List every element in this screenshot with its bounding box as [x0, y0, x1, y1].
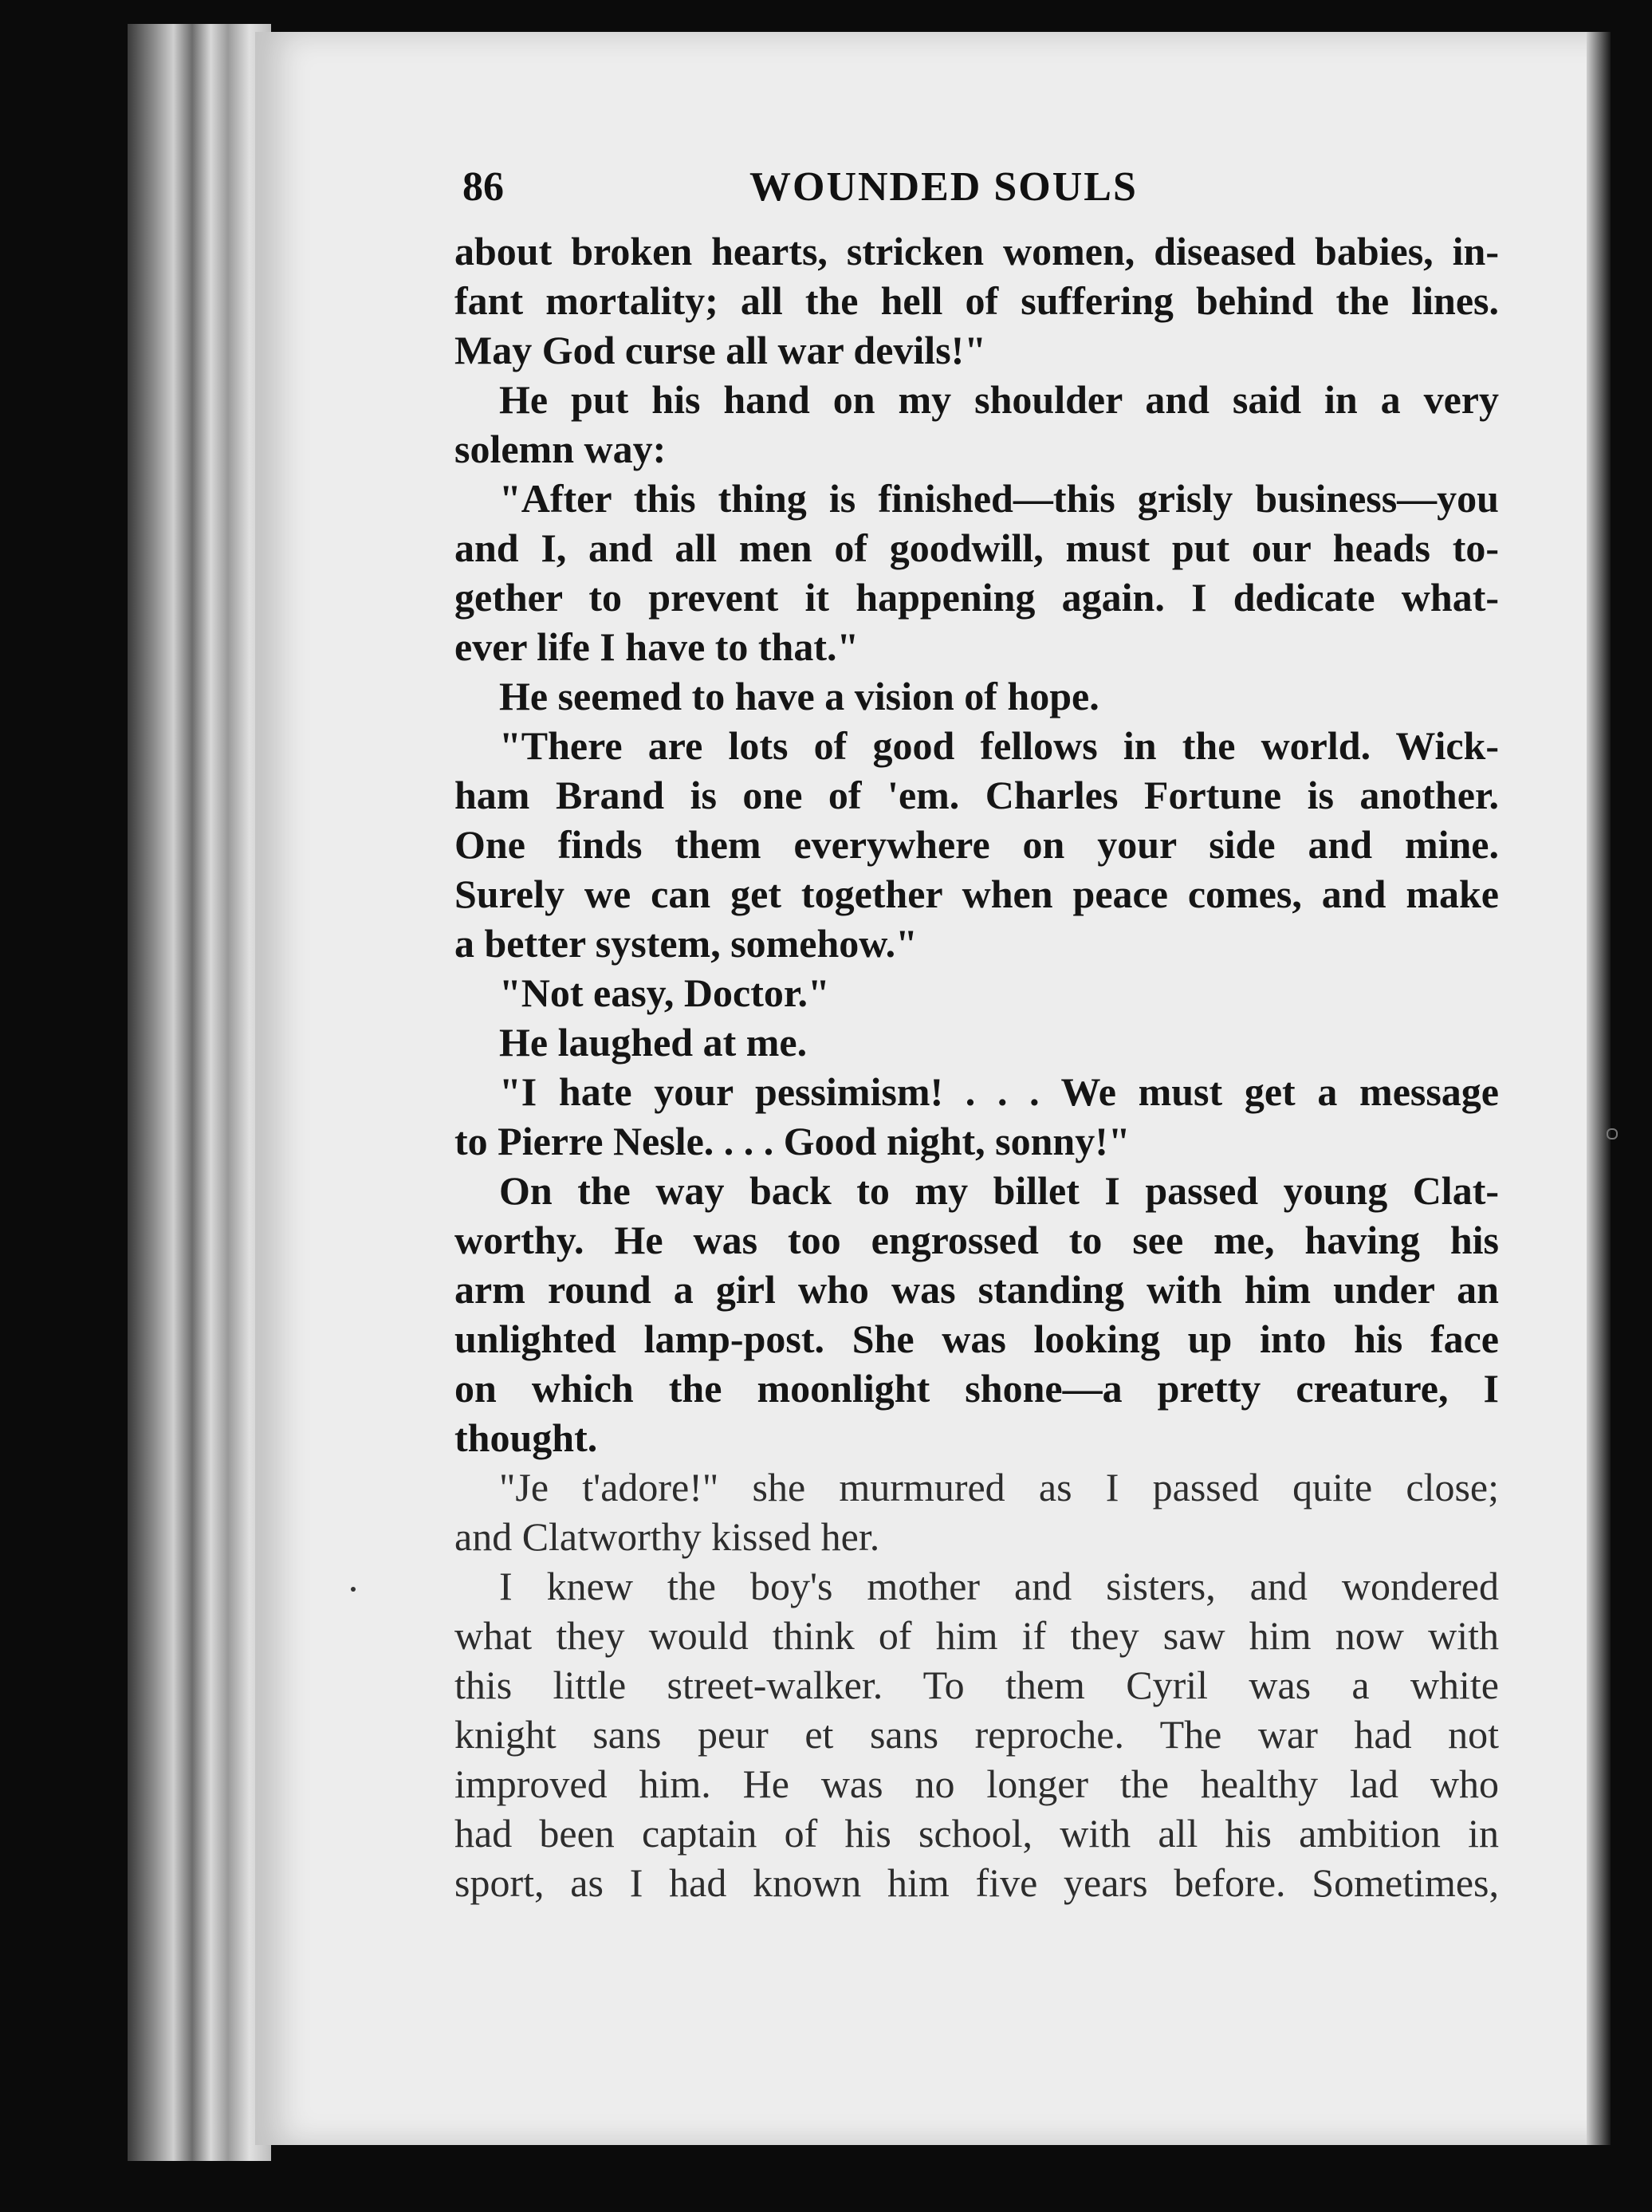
text-line: On the way back to my billet I passed young Clat- [499, 1168, 1499, 1213]
text-line: One finds them everywhere on your side and mine. [454, 822, 1499, 867]
text-line: a better system, somehow." [454, 921, 918, 966]
text-line: "There are lots of good fellows in the world. Wick- [499, 723, 1499, 768]
text-line: ham Brand is one of 'em. Charles Fortune is another. [454, 773, 1499, 817]
text-line: and I, and all men of goodwill, must put our heads to- [454, 525, 1499, 570]
text-line: Surely we can get together when peace comes, and make [454, 872, 1499, 916]
text-line: what they would think of him if they saw him now with [454, 1613, 1499, 1658]
running-title: WOUNDED SOULS [749, 164, 1138, 210]
text-line: knight sans peur et sans reproche. The war had not [454, 1712, 1499, 1757]
text-line: unlighted lamp-post. She was looking up into his face [454, 1317, 1499, 1361]
text-line: I knew the boy's mother and sisters, and wondered [499, 1564, 1499, 1608]
text-line: this little street-walker. To them Cyril was a white [454, 1663, 1499, 1707]
dust-speck [351, 1587, 356, 1592]
text-line: gether to prevent it happening again. I dedicate what- [454, 575, 1499, 620]
text-line: He laughed at me. [499, 1020, 808, 1065]
text-line: about broken hearts, stricken women, diseased babies, in- [454, 229, 1499, 274]
dust-speck [1607, 1128, 1618, 1139]
text-line: sport, as I had known him five years before. Sometimes, [454, 1860, 1499, 1905]
text-line: had been captain of his school, with all his ambition in [454, 1811, 1499, 1856]
text-line: improved him. He was no longer the healthy lad who [454, 1761, 1499, 1806]
text-line: solemn way: [454, 427, 667, 471]
text-line: May God curse all war devils!" [454, 328, 987, 372]
text-line: on which the moonlight shone—a pretty creature, I [454, 1366, 1499, 1411]
text-line: "After this thing is finished—this grisly business—you [499, 476, 1499, 521]
text-line: He seemed to have a vision of hope. [499, 674, 1099, 718]
book-spine-edges [128, 24, 271, 2161]
text-line: arm round a girl who was standing with him under an [454, 1267, 1499, 1312]
running-head [462, 163, 1499, 211]
text-line: thought. [454, 1415, 598, 1460]
text-line: "Je t'adore!" she murmured as I passed quite close; [499, 1465, 1499, 1509]
text-line: "Not easy, Doctor." [499, 970, 830, 1015]
body-text [454, 226, 1499, 1907]
page-right-edge [1587, 32, 1611, 2145]
text-line: to Pierre Nesle. . . . Good night, sonny!" [454, 1119, 1131, 1163]
text-line: and Clatworthy kissed her. [454, 1514, 880, 1559]
text-line: ever life I have to that." [454, 624, 859, 669]
text-line: "I hate your pessimism! . . . We must get a message [499, 1069, 1499, 1114]
text-line: worthy. He was too engrossed to see me, having his [454, 1218, 1499, 1262]
text-line: He put his hand on my shoulder and said in a very [499, 377, 1499, 422]
text-line: fant mortality; all the hell of suffering behind the lines. [454, 278, 1499, 323]
page-number: 86 [462, 164, 504, 210]
